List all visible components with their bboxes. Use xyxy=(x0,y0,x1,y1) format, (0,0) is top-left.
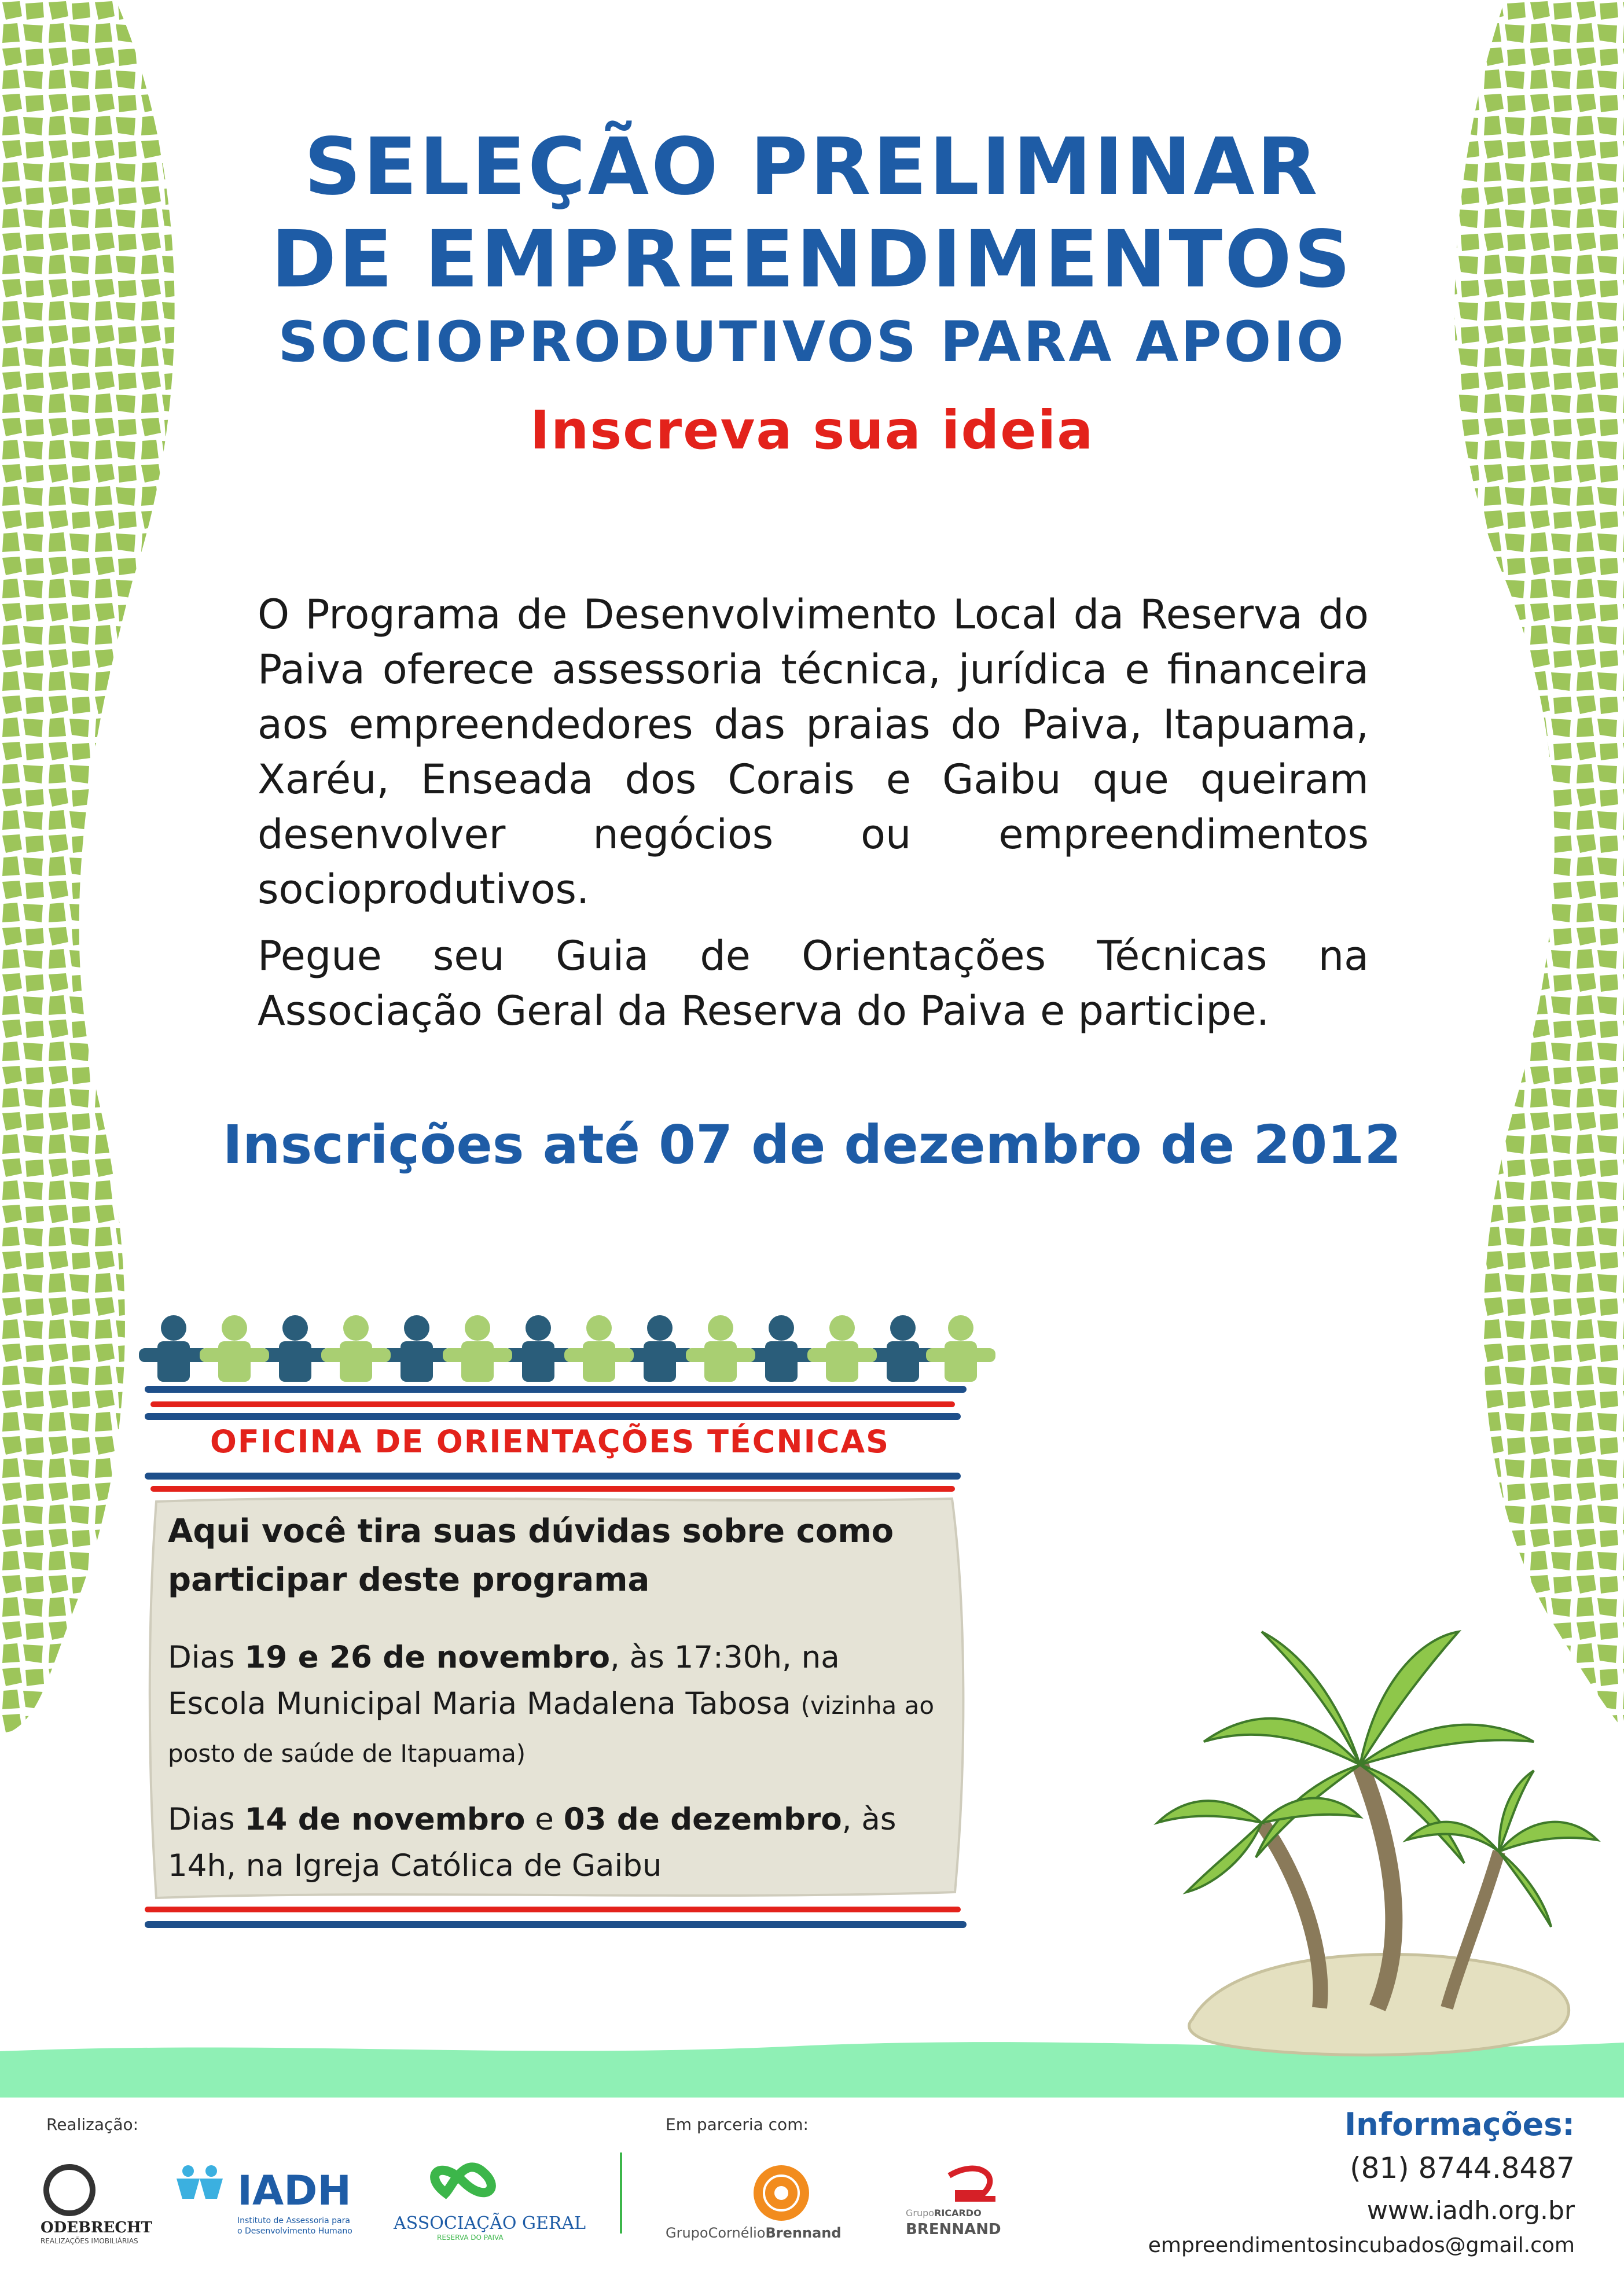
paper-people-chain xyxy=(139,1315,995,1382)
program-description: O Programa de Desenvolvimento Local da Reserva do Paiva oferece assessoria técnica, jurídica e financeira aos empreendedores das praias do Paiva, Itapuama, Xaréu, Enseada dos Corais e Gaibu que queiram desenvolver negócios ou empreendimentos socioprodutivos. xyxy=(258,591,1369,913)
title-line-3: SOCIOPRODUTIVOS PARA APOIO xyxy=(278,310,1346,374)
odebrecht-logo-subtext: REALIZAÇÕES IMOBILIÁRIAS xyxy=(41,2237,138,2245)
iadh-logo-mark xyxy=(177,2165,223,2199)
session-2-connector: e xyxy=(525,1802,564,1837)
stripe-under-title-2 xyxy=(150,1486,955,1492)
stripe-under-title-1 xyxy=(145,1473,961,1480)
info-title: Informações: xyxy=(1344,2106,1575,2143)
stripe-under-chain-2 xyxy=(150,1401,955,1407)
realizacao-label: Realização: xyxy=(46,2115,139,2134)
stripe-under-chain-1 xyxy=(145,1386,967,1393)
subtitle: Inscreva sua ideia xyxy=(530,399,1094,461)
iadh-logo-subtext-2: o Desenvolvimento Humano xyxy=(237,2227,352,2236)
workshop-title: OFICINA DE ORIENTAÇÕES TÉCNICAS xyxy=(210,1423,890,1460)
stripe-under-chain-3 xyxy=(145,1413,961,1420)
session-1-dates: 19 e 26 de novembro xyxy=(244,1640,610,1675)
odebrecht-logo-mark xyxy=(46,2167,93,2213)
registration-deadline: Inscrições até 07 de dezembro de 2012 xyxy=(222,1114,1402,1176)
session-2-prefix: Dias xyxy=(168,1802,245,1837)
stripe-bottom-2 xyxy=(145,1921,967,1928)
ricardo-logo-mark xyxy=(949,2169,995,2199)
workshop-session-2 xyxy=(168,1797,938,1889)
associacao-logo-subtext: RESERVA DO PAIVA xyxy=(437,2234,504,2242)
info-website: www.iadh.org.br xyxy=(1366,2196,1575,2225)
session-2-date-1: 14 de novembro xyxy=(244,1802,526,1837)
info-phone: (81) 8744.8487 xyxy=(1350,2151,1575,2185)
workshop-session-1 xyxy=(168,1635,938,1777)
ricardo-logo-text: GrupoRICARDO xyxy=(906,2207,982,2218)
title-line-1: SELEÇÃO PRELIMINAR xyxy=(304,122,1320,213)
palm-island-illustration xyxy=(1158,1632,1597,2055)
session-1-prefix: Dias xyxy=(168,1640,245,1675)
guide-instructions: Pegue seu Guia de Orientações Técnicas na Associação Geral da Reserva do Paiva e participe. xyxy=(258,932,1369,1035)
cornelio-logo-text: GrupoCornélioBrennand xyxy=(666,2225,842,2241)
associacao-logo-text: ASSOCIAÇÃO GERAL xyxy=(394,2213,586,2234)
iadh-logo-text: IADH xyxy=(237,2167,351,2214)
session-2-date-2: 03 de dezembro xyxy=(563,1802,842,1837)
iadh-logo-subtext-1: Instituto de Assessoria para xyxy=(237,2216,350,2225)
stripe-bottom-1 xyxy=(145,1907,961,1912)
session-1-note: (vizinha ao posto de saúde de Itapuama) xyxy=(168,1691,935,1768)
session-1-location: , às 17:30h, na Escola Municipal Maria Madalena Tabosa xyxy=(168,1640,840,1721)
session-2-location: , às 14h, na Igreja Católica de Gaibu xyxy=(168,1802,896,1883)
odebrecht-logo-text: ODEBRECHT xyxy=(41,2219,153,2236)
workshop-heading: Aqui você tira suas dúvidas sobre como participar deste programa xyxy=(168,1513,894,1599)
associacao-logo-mark xyxy=(435,2167,491,2193)
ricardo-logo-subtext: BRENNAND xyxy=(906,2221,1001,2238)
cornelio-logo-mark xyxy=(758,2170,804,2216)
title-line-2: DE EMPREENDIMENTOS xyxy=(271,214,1353,306)
info-email: empreendimentosincubados@gmail.com xyxy=(1148,2234,1575,2257)
parceria-label: Em parceria com: xyxy=(666,2115,809,2134)
